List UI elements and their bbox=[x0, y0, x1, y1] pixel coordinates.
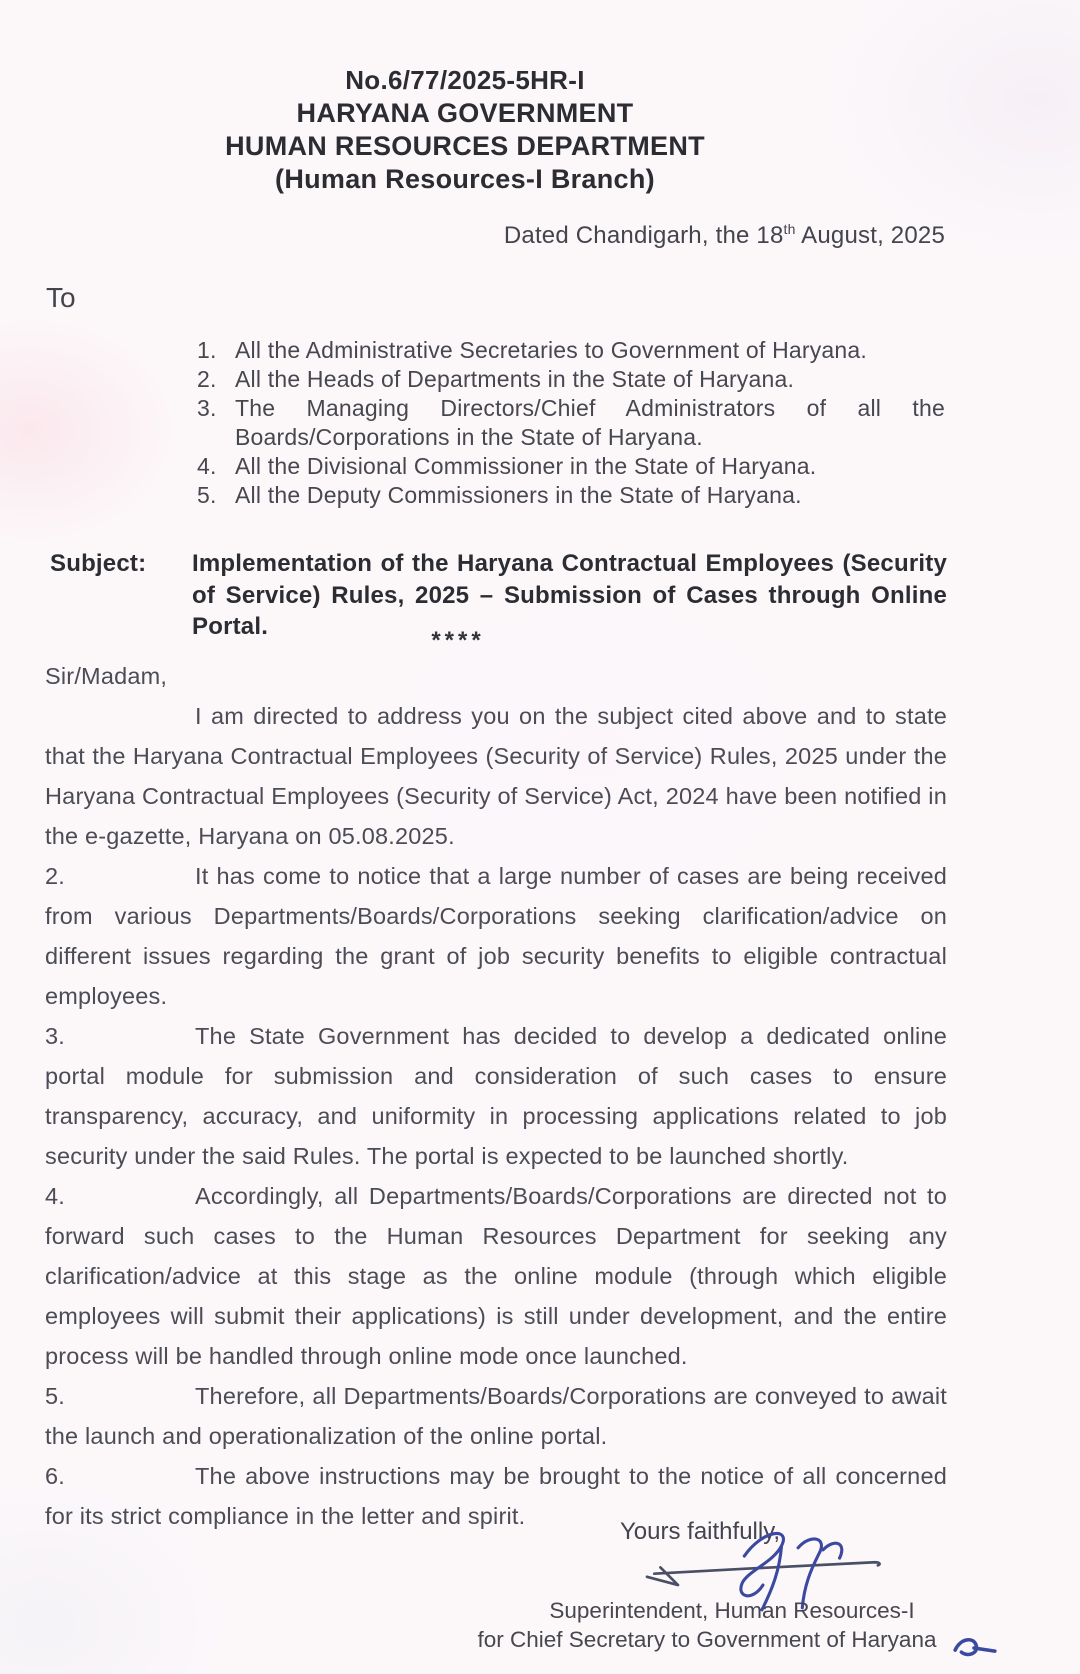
addressee-number: 1. bbox=[197, 337, 217, 363]
addressee-number: 3. bbox=[197, 395, 217, 421]
subject-label: Subject: bbox=[50, 550, 147, 577]
to-label: To bbox=[46, 282, 76, 313]
salutation: Sir/Madam, bbox=[45, 663, 168, 689]
date-line bbox=[504, 222, 945, 250]
paragraph-number: 2. bbox=[45, 863, 65, 889]
addressee-number: 5. bbox=[197, 482, 217, 508]
signatory-for-line: for Chief Secretary to Government of Haryana bbox=[477, 1627, 937, 1652]
paragraph-text: I am directed to address you on the subject cited above and to state that the Haryana Contractual Employees (Security of Service) Rules, 2025 under the Haryana Contractual Employees (Security of Service) Act, 2024 have been notified in the e-gazette, Haryana on 05.08.2025. bbox=[45, 703, 947, 849]
paragraph-number: 4. bbox=[45, 1183, 65, 1209]
subject-text: Implementation of the Haryana Contractual Employees (Security of Service) Rules, 2025 – Submission of Cases through Online Portal. bbox=[192, 550, 947, 640]
government-title: HARYANA GOVERNMENT bbox=[296, 98, 634, 128]
addressee-list bbox=[197, 336, 945, 510]
reference-number: No.6/77/2025-5HR-I bbox=[345, 65, 585, 95]
body-paragraph bbox=[45, 1376, 947, 1456]
addressee-text: All the Deputy Commissioners in the State of Haryana. bbox=[235, 482, 802, 508]
paragraph-text: The above instructions may be brought to the notice of all concerned for its strict compliance in the letter and spirit. bbox=[45, 1463, 947, 1529]
addressee-item bbox=[197, 365, 945, 394]
paragraph-number: 3. bbox=[45, 1023, 65, 1049]
date-prefix: Dated Chandigarh, the 18 bbox=[503, 222, 784, 249]
paragraph-text: Accordingly, all Departments/Boards/Corporations are directed not to forward such cases to the Human Resources Department for seeking any clarification/advice at this stage as the online module (through which eligible employees will submit their applications) is still under development, and the entire process will be handled through online mode once launched. bbox=[45, 1183, 947, 1369]
signatory-title: Superintendent, Human Resources-I bbox=[549, 1598, 915, 1623]
body-paragraph bbox=[45, 1016, 947, 1176]
body-paragraph bbox=[45, 1456, 947, 1536]
paragraph-text: Therefore, all Departments/Boards/Corporations are conveyed to await the launch and operationalization of the online portal. bbox=[45, 1383, 947, 1449]
paragraph-number: 5. bbox=[45, 1383, 65, 1409]
letter-header bbox=[0, 64, 930, 196]
signature-flourish bbox=[952, 1634, 998, 1662]
paragraph-text: The State Government has decided to develop a dedicated online portal module for submission and consideration of such cases to ensure transparency, accuracy, and uniformity in processing applications related to job security under the said Rules. The portal is expected to be launched shortly. bbox=[45, 1023, 947, 1169]
closing-line: Yours faithfully, bbox=[620, 1518, 781, 1545]
paragraph-text: It has come to notice that a large number of cases are being received from various Departments/Boards/Corporations seeking clarification/advice on different issues regarding the grant of job security benefits to eligible contractual employees. bbox=[45, 863, 947, 1009]
body-paragraph bbox=[45, 1176, 947, 1376]
addressee-item bbox=[197, 481, 945, 510]
addressee-text: All the Divisional Commissioner in the State of Haryana. bbox=[235, 453, 817, 479]
paragraph-number: 6. bbox=[45, 1463, 65, 1489]
date-ordinal-superscript: th bbox=[783, 221, 796, 237]
addressee-item bbox=[197, 452, 945, 481]
addressee-text: All the Administrative Secretaries to Government of Haryana. bbox=[235, 337, 868, 363]
addressee-item bbox=[197, 394, 945, 452]
addressee-number: 2. bbox=[197, 366, 217, 392]
branch-title: (Human Resources-I Branch) bbox=[275, 164, 655, 194]
addressee-text: All the Heads of Departments in the State of Haryana. bbox=[235, 366, 795, 392]
addressee-item bbox=[197, 336, 945, 365]
body-paragraph bbox=[45, 696, 947, 856]
letter-body bbox=[45, 656, 947, 1536]
department-title: HUMAN RESOURCES DEPARTMENT bbox=[225, 131, 705, 161]
body-paragraph bbox=[45, 856, 947, 1016]
date-suffix: August, 2025 bbox=[795, 222, 945, 249]
addressee-text: The Managing Directors/Chief Administrators of all the Boards/Corporations in the State of Haryana. bbox=[235, 395, 945, 450]
addressee-number: 4. bbox=[197, 453, 217, 479]
star-separator: **** bbox=[431, 627, 485, 654]
